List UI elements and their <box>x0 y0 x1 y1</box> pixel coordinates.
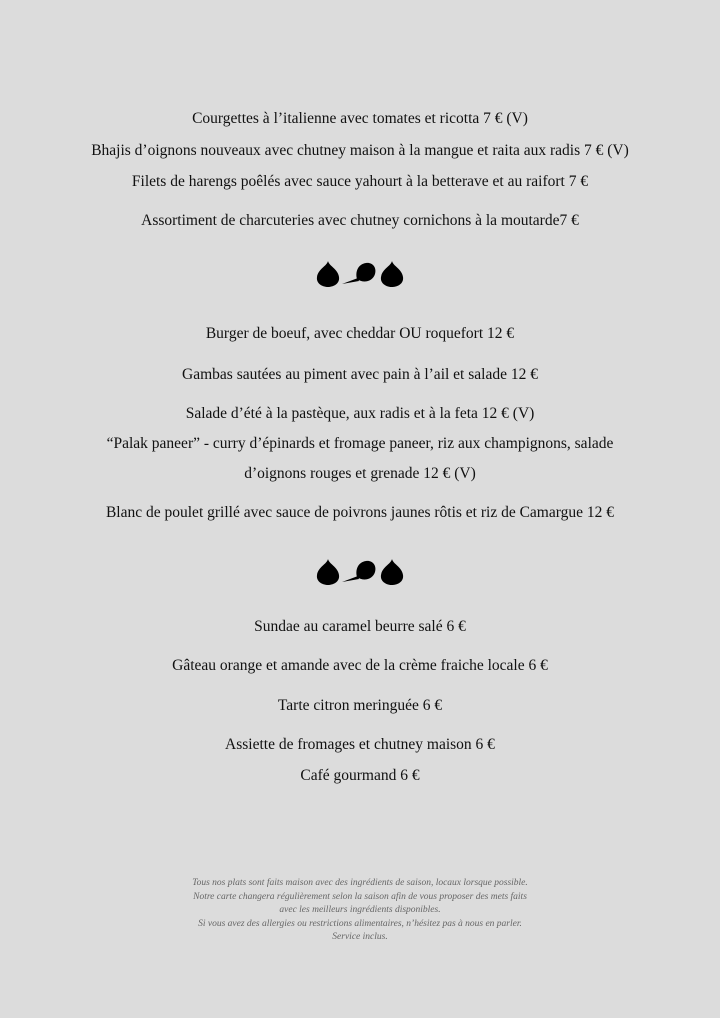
garlic-icon <box>314 556 406 586</box>
menu-item-dessert: Sundae au caramel beurre salé 6 € <box>254 618 466 635</box>
menu-item-starter: Courgettes à l’italienne avec tomates et ricotta 7 € (V) <box>192 110 528 127</box>
menu-item-main: Gambas sautées au piment avec pain à l’ail et salade 12 € <box>182 366 538 383</box>
menu-item-starter: Assortiment de charcuteries avec chutney cornichons à la moutarde7 € <box>141 212 579 229</box>
footer-line: Service inclus. <box>332 932 388 942</box>
footer-note <box>0 877 720 945</box>
menu-item-starter: Filets de harengs poêlés avec sauce yahourt à la betterave et au raifort 7 € <box>131 173 589 190</box>
menu-item-main: Burger de boeuf, avec cheddar OU roquefort 12 € <box>205 325 515 342</box>
footer-line: avec les meilleurs ingrédients disponibles. <box>279 905 441 915</box>
menu-item-main: “Palak paneer” - curry d’épinards et fromage paneer, riz aux champignons, salade <box>106 435 614 452</box>
menu-item-main: Salade d’été à la pastèque, aux radis et à la feta 12 € (V) <box>185 405 535 422</box>
menu-item-dessert: Gâteau orange et amande avec de la crème fraiche locale 6 € <box>172 657 548 674</box>
menu-item-dessert: Café gourmand 6 € <box>300 767 420 784</box>
menu-item-dessert: Assiette de fromages et chutney maison 6 € <box>225 736 495 753</box>
footer-line: Tous nos plats sont faits maison avec des ingrédients de saison, locaux lorsque possible. <box>192 878 528 888</box>
footer-line: Si vous avez des allergies ou restrictions alimentaires, n’hésitez pas à nous en parler. <box>198 918 522 929</box>
section-divider <box>0 258 720 288</box>
footer-line: Notre carte changera régulièrement selon la saison afin de vous proposer des mets faits <box>193 891 527 902</box>
menu-item-main: Blanc de poulet grillé avec sauce de poivrons jaunes rôtis et riz de Camargue 12 € <box>105 504 615 521</box>
garlic-icon <box>314 258 406 288</box>
menu-item-starter: Bhajis d’oignons nouveaux avec chutney maison à la mangue et raita aux radis 7 € (V) <box>91 142 629 159</box>
menu-item-main: d’oignons rouges et grenade 12 € (V) <box>244 465 476 482</box>
menu-item-dessert: Tarte citron meringuée 6 € <box>277 697 443 714</box>
section-divider <box>0 556 720 586</box>
